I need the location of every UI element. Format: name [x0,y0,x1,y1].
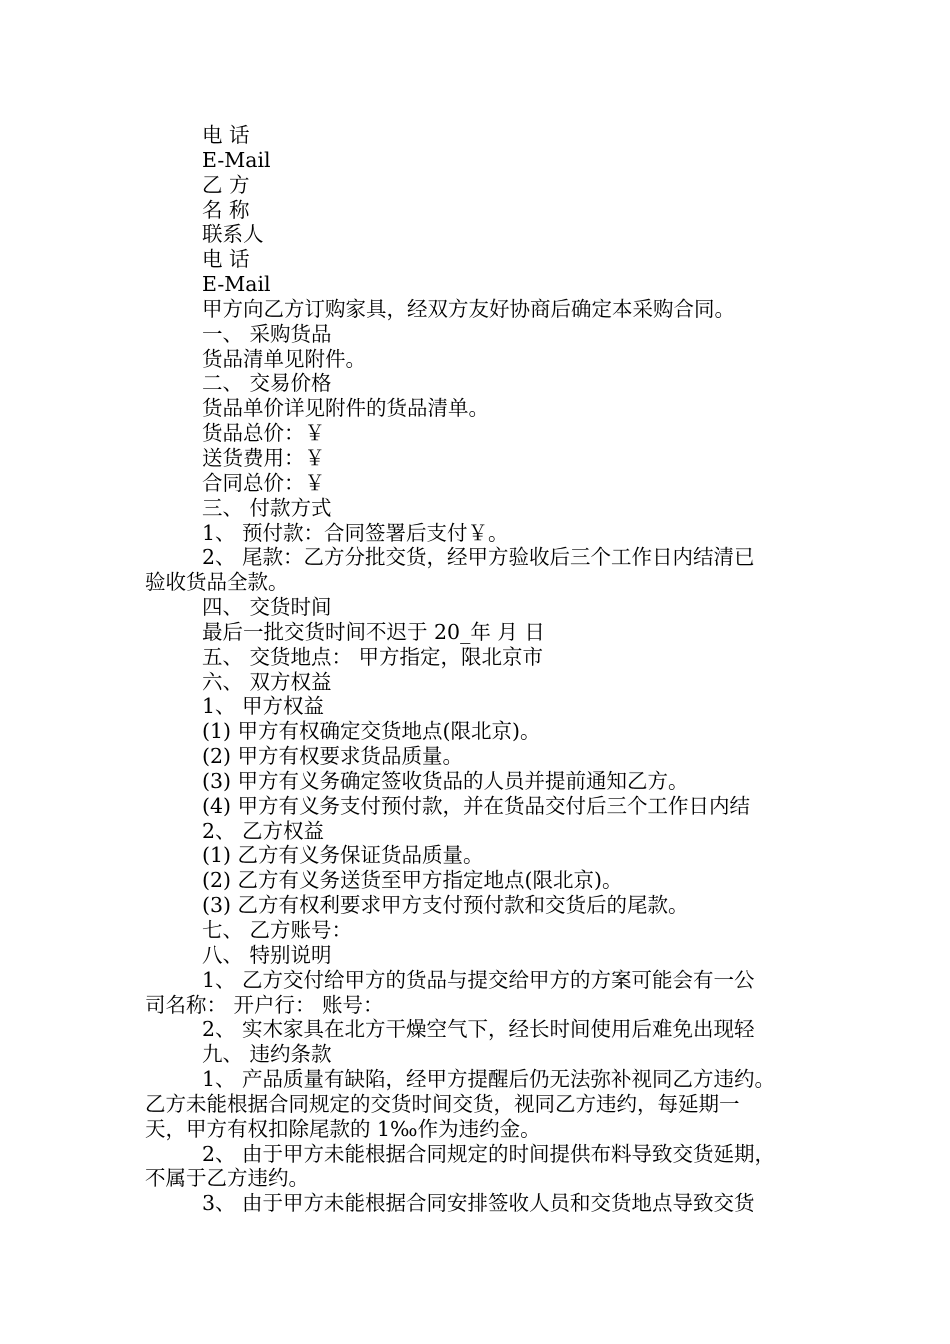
text-line: 电 话 [202,247,250,272]
text-line: 送货费用：￥ [202,445,325,470]
text-line: (1) 甲方有权确定交货地点(限北京)。 [202,719,541,744]
text-line: E-Mail [202,147,271,172]
text-line: 甲方向乙方订购家具，经双方友好协商后确定本采购合同。 [202,296,735,321]
text-line: E-Mail [202,272,271,297]
text-line: 天，甲方有权扣除尾款的 1‰作为违约金。 [145,1116,541,1141]
text-line: 合同总价：￥ [202,470,325,495]
text-line: 不属于乙方违约。 [145,1166,309,1191]
section-heading: 一、 采购货品 [202,321,332,346]
section-heading: 九、 违约条款 [202,1042,332,1067]
text-line: 名 称 [202,197,250,222]
text-line: 联系人 [202,222,264,247]
text-line: (1) 乙方有义务保证货品质量。 [202,843,484,868]
text-line: 1、 产品质量有缺陷，经甲方提醒后仍无法弥补视同乙方违约。 [202,1067,776,1092]
text-line: 货品单价详见附件的货品清单。 [202,396,489,421]
section-heading: 三、 付款方式 [202,495,332,520]
contract-page [145,123,810,1216]
text-line: 2、 乙方权益 [202,818,325,843]
text-line: (3) 乙方有权利要求甲方支付预付款和交货后的尾款。 [202,893,689,918]
section-heading: 二、 交易价格 [202,371,332,396]
text-line: 2、 实木家具在北方干燥空气下，经长时间使用后难免出现轻 [202,1017,755,1042]
text-line: 电 话 [202,123,250,147]
text-line: 司名称： 开户行： 账号： [145,992,384,1017]
section-heading: 八、 特别说明 [202,942,332,967]
text-line: 1、 甲方权益 [202,694,325,719]
text-line: 2、 尾款：乙方分批交货，经甲方验收后三个工作日内结清已 [202,545,755,570]
text-line: 乙方未能根据合同规定的交货时间交货，视同乙方违约，每延期一 [145,1091,740,1116]
text-line: 1、 预付款：合同签署后支付￥。 [202,520,509,545]
text-line: 1、 乙方交付给甲方的货品与提交给甲方的方案可能会有一公 [202,967,755,992]
text-line: 乙 方 [202,172,250,197]
text-line: 验收货品全款。 [145,570,289,595]
text-line: 2、 由于甲方未能根据合同规定的时间提供布料导致交货延期， [202,1141,776,1166]
text-line: (3) 甲方有义务确定签收货品的人员并提前通知乙方。 [202,768,689,793]
section-heading: 七、 乙方账号： [202,918,353,942]
section-heading: 六、 双方权益 [202,669,332,694]
text-line: 货品总价：￥ [202,421,325,446]
section-heading: 四、 交货时间 [202,595,332,620]
text-line: (4) 甲方有义务支付预付款，并在货品交付后三个工作日内结 [202,793,751,818]
text-line: 货品清单见附件。 [202,346,366,371]
section-heading: 五、 交货地点： 甲方指定，限北京市 [202,644,544,669]
text-line: 最后一批交货时间不迟于 20_年 月 日 [202,619,545,644]
text-line: (2) 甲方有权要求货品质量。 [202,744,464,769]
text-line: (2) 乙方有义务送货至甲方指定地点(限北京)。 [202,868,623,893]
text-line: 3、 由于甲方未能根据合同安排签收人员和交货地点导致交货 [202,1191,755,1216]
